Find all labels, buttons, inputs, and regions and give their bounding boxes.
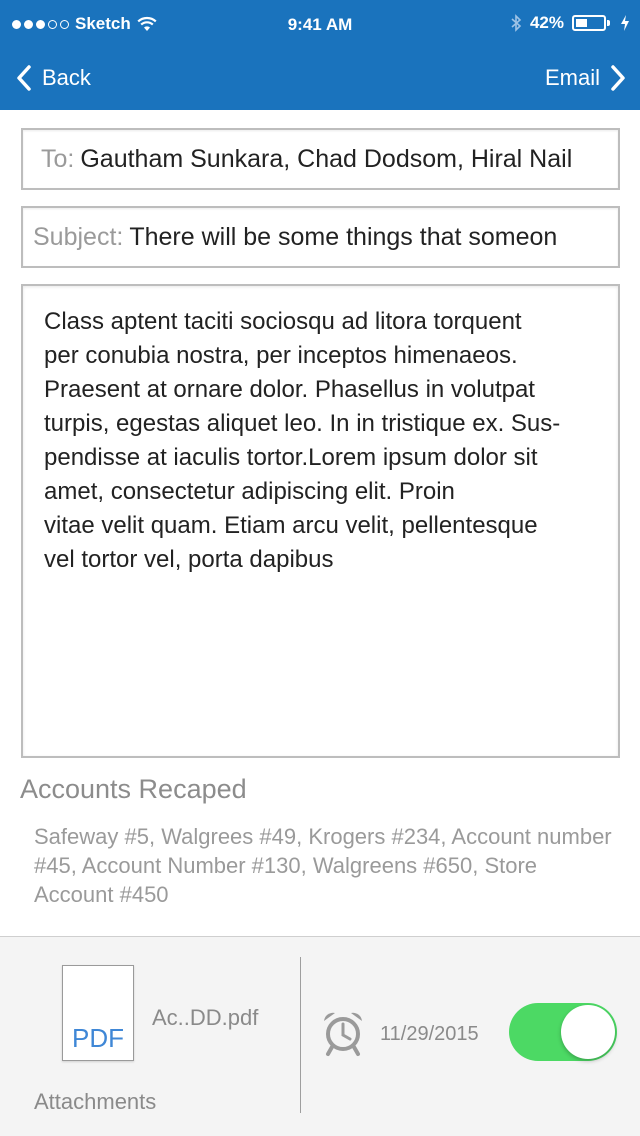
email-label: Email bbox=[544, 65, 600, 90]
to-label: To: bbox=[41, 144, 75, 173]
pdf-file-type: PDF bbox=[72, 1023, 124, 1053]
chevron-left-icon bbox=[16, 64, 32, 92]
status-bar bbox=[0, 0, 640, 46]
charging-icon bbox=[620, 15, 630, 31]
attachment-file-name[interactable]: Ac..DD.pdf bbox=[152, 1005, 259, 1030]
to-field[interactable] bbox=[21, 128, 620, 190]
alarm-clock-icon bbox=[320, 1009, 366, 1057]
status-time: 9:41 AM bbox=[287, 15, 353, 34]
bluetooth-icon bbox=[510, 14, 522, 32]
accounts-list: Safeway #5, Walgrees #49, Krogers #234, Account number #45, Account Number #130, Walgreens #650, Store Account #450 bbox=[34, 824, 612, 907]
attachments-label: Attachments bbox=[34, 1089, 157, 1114]
body-line: amet, consectetur adipiscing elit. Proin bbox=[44, 478, 455, 505]
bottom-panel bbox=[0, 936, 640, 1136]
accounts-title: Accounts Recaped bbox=[20, 774, 247, 804]
message-body-textarea[interactable] bbox=[21, 284, 620, 758]
body-line: Class aptent taciti sociosqu ad litora torquent bbox=[44, 308, 522, 335]
subject-value: There will be some things that someon bbox=[129, 222, 558, 251]
body-line: Praesent at ornare dolor. Phasellus in volutpat bbox=[44, 376, 535, 403]
battery-body bbox=[572, 15, 606, 31]
back-button[interactable] bbox=[16, 60, 91, 96]
body-line: per conubia nostra, per inceptos himenaeos. bbox=[44, 342, 518, 369]
battery-fill bbox=[576, 19, 587, 27]
email-button[interactable] bbox=[545, 60, 626, 96]
battery-icon bbox=[572, 14, 612, 32]
toggle-knob[interactable] bbox=[561, 1005, 615, 1059]
body-line: pendisse at iaculis tortor.Lorem ipsum dolor sit bbox=[44, 444, 538, 471]
battery-percent: 42% bbox=[529, 13, 564, 32]
to-value: Gautham Sunkara, Chad Dodsom, Hiral Nail bbox=[80, 144, 573, 173]
body-line: turpis, egestas aliquet leo. In in tristique ex. Sus- bbox=[44, 410, 561, 437]
battery-nub bbox=[607, 20, 610, 26]
reminder-toggle[interactable] bbox=[509, 1003, 617, 1061]
back-label: Back bbox=[42, 65, 91, 90]
status-right bbox=[510, 13, 630, 33]
divider bbox=[300, 957, 301, 1113]
pdf-icon[interactable] bbox=[62, 965, 134, 1061]
subject-label: Subject: bbox=[33, 222, 124, 251]
body-line: vitae velit quam. Etiam arcu velit, pellentesque bbox=[44, 512, 538, 539]
body-line: vel tortor vel, porta dapibus bbox=[44, 546, 334, 573]
subject-field[interactable] bbox=[21, 206, 620, 268]
app-header bbox=[0, 0, 640, 110]
chevron-right-icon bbox=[610, 64, 626, 92]
reminder-date: 11/29/2015 bbox=[380, 1023, 479, 1045]
carrier-name: Sketch bbox=[75, 14, 131, 33]
